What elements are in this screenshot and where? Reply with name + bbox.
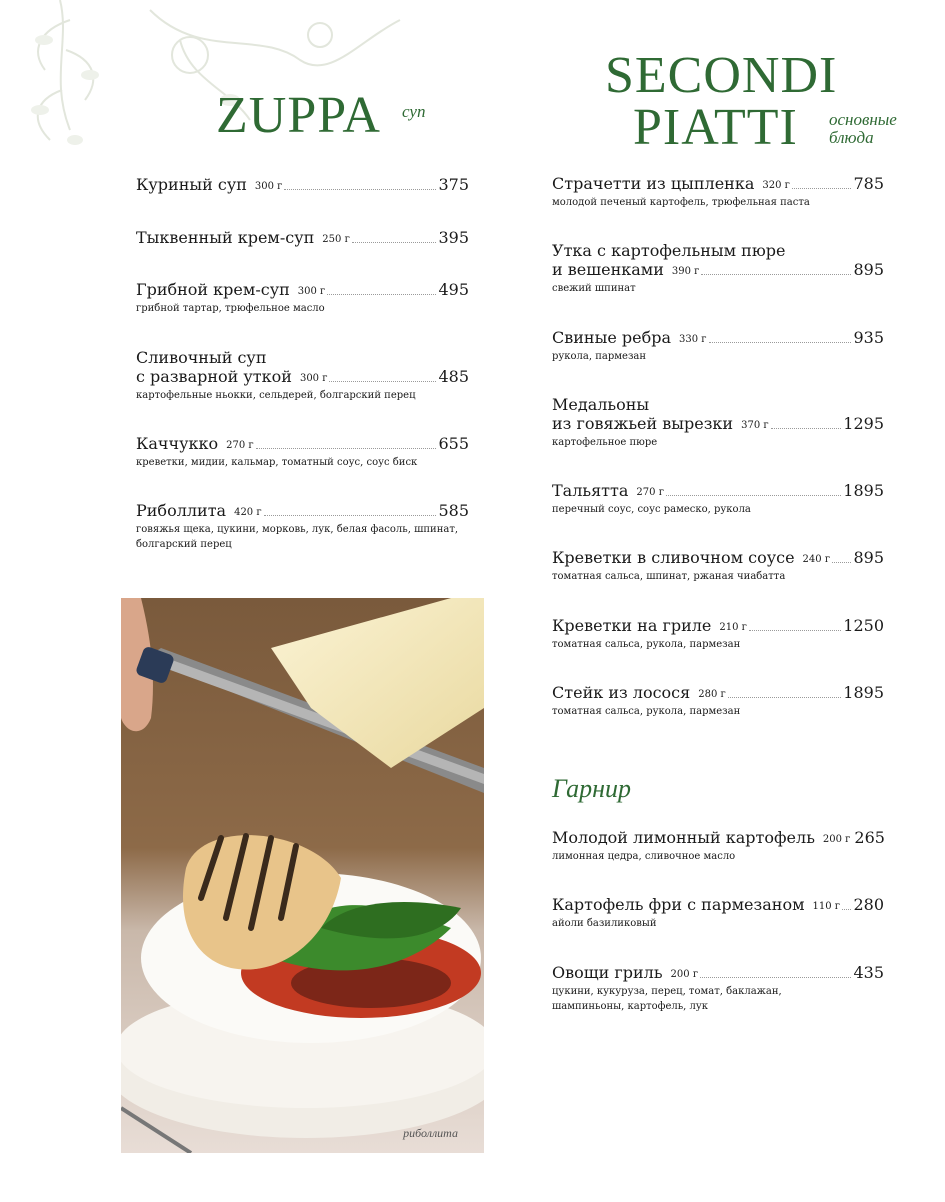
item-description-line2: болгарский перец [136, 539, 232, 550]
item-weight: 300 г [297, 286, 326, 297]
item-weight: 110 г [812, 901, 841, 912]
item-description: перечный соус, соус рамеско, рукола [552, 504, 751, 515]
secondi-title-line1: SECONDI [605, 47, 838, 104]
item-name: Страчетти из цыпленка [552, 174, 755, 193]
item-weight: 320 г [762, 180, 790, 191]
menu-item [136, 501, 469, 552]
menu-item [552, 548, 884, 584]
item-name-line1: Утка с картофельным пюре [552, 241, 786, 260]
item-description: цукини, кукуруза, перец, томат, баклажан, [552, 986, 782, 997]
item-price: 495 [438, 280, 469, 299]
dot-leader [264, 515, 437, 516]
item-weight: 370 г [741, 420, 769, 431]
menu-item [136, 228, 469, 247]
menu-item [552, 481, 884, 517]
item-price: 395 [438, 228, 469, 247]
item-description-line2: шампиньоны, картофель, лук [552, 1001, 709, 1012]
item-weight: 200 г [670, 969, 699, 980]
item-weight: 240 г [802, 554, 831, 565]
menu-item [136, 348, 469, 403]
item-price: 1250 [843, 616, 884, 635]
item-description: айоли базиликовый [552, 918, 657, 929]
item-weight: 390 г [671, 266, 700, 277]
item-description: лимонная цедра, сливочное масло [552, 851, 736, 862]
item-price: 435 [853, 963, 884, 982]
item-price: 280 [853, 895, 884, 914]
item-description: молодой печеный картофель, трюфельная паста [552, 197, 810, 208]
item-price: 1895 [843, 481, 884, 500]
menu-item [136, 434, 469, 470]
menu-item [136, 175, 469, 194]
dot-leader [352, 242, 437, 243]
item-weight: 210 г [719, 622, 747, 633]
dot-leader [666, 495, 841, 496]
dot-leader [256, 448, 437, 449]
item-description: говяжья щека, цукини, морковь, лук, белая фасоль, шпинат, [136, 524, 459, 535]
dot-leader [701, 274, 851, 275]
item-price: 1295 [843, 414, 884, 433]
item-name-line1: Медальоны [552, 395, 650, 414]
garnir-title: Гарнир [552, 774, 632, 803]
item-description: картофельное пюре [552, 437, 658, 448]
item-price: 895 [853, 548, 884, 567]
item-name: Грибной крем-суп [136, 280, 290, 299]
menu-item [552, 395, 884, 450]
item-weight: 200 г [822, 834, 851, 845]
item-description: томатная сальса, рукола, пармезан [552, 639, 741, 650]
menu-item [552, 963, 884, 1014]
dot-leader [709, 342, 852, 343]
dot-leader [700, 977, 851, 978]
menu-item [552, 616, 884, 652]
dot-leader [327, 294, 436, 295]
item-name: Тыквенный крем-суп [136, 228, 315, 247]
item-name: и вешенками [552, 260, 664, 279]
item-weight: 300 г [254, 181, 283, 192]
item-price: 265 [854, 828, 885, 847]
menu-item [552, 683, 884, 719]
item-name: Креветки на гриле [552, 616, 712, 635]
item-price: 935 [853, 328, 884, 347]
item-name: из говяжьей вырезки [552, 414, 734, 433]
photo-caption: риболлита [403, 1126, 458, 1140]
dot-leader [792, 188, 852, 189]
item-weight: 270 г [636, 487, 664, 498]
item-price: 1895 [843, 683, 884, 702]
item-price: 785 [853, 174, 884, 193]
item-name: Креветки в сливочном соусе [552, 548, 795, 567]
item-description: томатная сальса, шпинат, ржаная чиабатта [552, 571, 786, 582]
item-description: рукола, пармезан [552, 351, 647, 362]
floral-ornament [0, 0, 420, 170]
zuppa-title: ZUPPA [216, 87, 381, 144]
item-description: грибной тартар, трюфельное масло [136, 303, 325, 314]
item-description: креветки, мидии, кальмар, томатный соус, соус биск [136, 457, 418, 468]
item-description: картофельные ньокки, сельдерей, болгарский перец [136, 390, 416, 401]
item-name: Стейк из лосося [552, 683, 691, 702]
dot-leader [771, 428, 842, 429]
item-weight: 300 г [299, 373, 328, 384]
menu-item [552, 895, 884, 931]
item-name: Свиные ребра [552, 328, 671, 347]
item-name: Молодой лимонный картофель [552, 828, 815, 847]
item-price: 895 [853, 260, 884, 279]
menu-item [552, 328, 884, 364]
item-description: томатная сальса, рукола, пармезан [552, 706, 741, 717]
menu-item [552, 174, 884, 210]
dot-leader [329, 381, 436, 382]
item-weight: 330 г [679, 334, 707, 345]
item-weight: 250 г [322, 234, 350, 245]
ribollita-illustration [121, 598, 484, 1153]
item-name: Тальятта [552, 481, 629, 500]
dot-leader [842, 909, 851, 910]
item-weight: 420 г [234, 507, 262, 518]
item-weight: 280 г [698, 689, 726, 700]
item-description: свежий шпинат [552, 283, 636, 294]
secondi-subtitle-line2: блюда [829, 128, 874, 147]
item-name: с разварной уткой [136, 367, 292, 386]
item-name-line1: Сливочный суп [136, 348, 267, 367]
dot-leader [832, 562, 851, 563]
dot-leader [728, 697, 842, 698]
secondi-title-line2: PIATTI [633, 99, 798, 156]
menu-item [136, 280, 469, 316]
item-price: 485 [438, 367, 469, 386]
item-price: 375 [438, 175, 469, 194]
item-price: 585 [438, 501, 469, 520]
item-weight: 270 г [226, 440, 254, 451]
dot-leader [284, 189, 436, 190]
item-name: Риболлита [136, 501, 227, 520]
zuppa-subtitle: суп [402, 102, 426, 121]
item-name: Каччукко [136, 434, 219, 453]
dot-leader [749, 630, 841, 631]
item-name: Картофель фри с пармезаном [552, 895, 805, 914]
item-name: Куриный суп [136, 175, 247, 194]
secondi-subtitle-line1: основные [829, 110, 897, 129]
dish-photo [121, 598, 484, 1153]
menu-item [552, 241, 884, 296]
item-name: Овощи гриль [552, 963, 663, 982]
menu-item [552, 828, 884, 864]
item-price: 655 [438, 434, 469, 453]
